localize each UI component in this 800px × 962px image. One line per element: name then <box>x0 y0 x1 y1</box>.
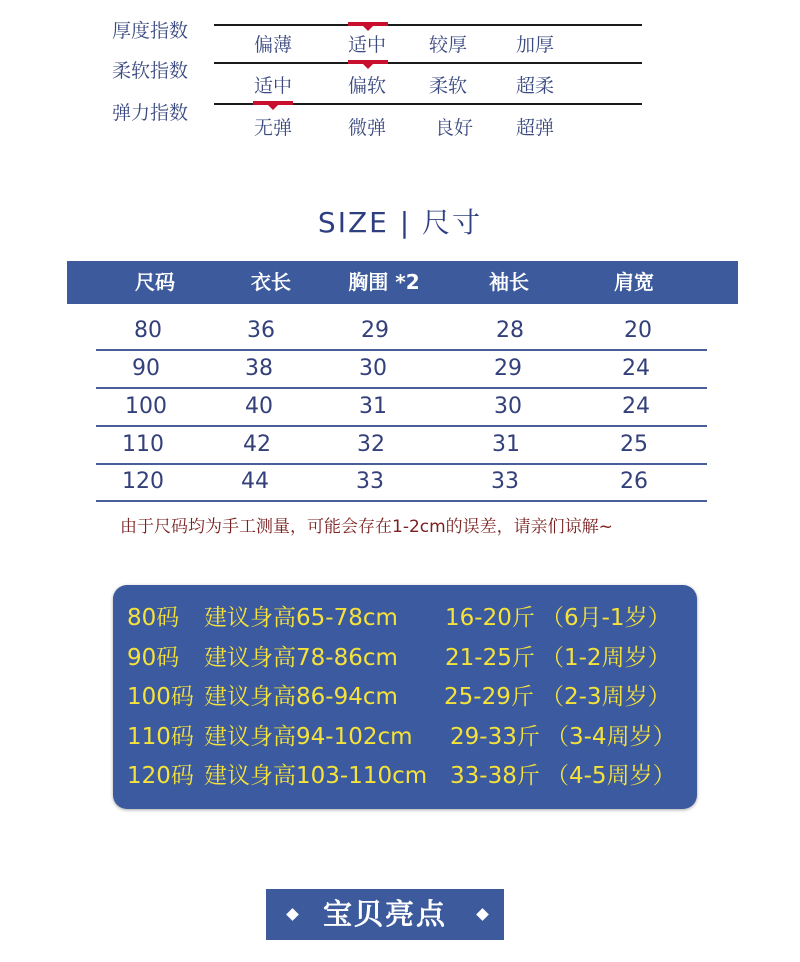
header-sleeve: 袖长 <box>489 270 529 294</box>
cell-length: 40 <box>245 394 273 419</box>
recommendation-row <box>113 679 697 715</box>
elasticity-option-selected: 无弹 <box>254 117 293 139</box>
cell-length: 42 <box>243 432 271 457</box>
thickness-option: 加厚 <box>516 34 555 56</box>
cell-chest: 29 <box>361 318 389 343</box>
header-size: 尺码 <box>135 270 175 294</box>
cell-length: 44 <box>241 469 269 494</box>
cell-sleeve: 31 <box>492 432 520 457</box>
rec-height: 建议身高86-94cm <box>204 684 398 710</box>
softness-option-selected: 偏软 <box>348 75 387 97</box>
highlights-banner <box>266 889 504 940</box>
rec-weight: 29-33斤 <box>450 724 540 750</box>
cell-shoulder: 24 <box>622 394 650 419</box>
cell-sleeve: 30 <box>494 394 522 419</box>
rec-height: 建议身高94-102cm <box>204 724 413 750</box>
cell-chest: 33 <box>356 469 384 494</box>
elasticity-index-label: 弹力指数 <box>112 102 189 124</box>
thickness-option: 较厚 <box>429 34 468 56</box>
cell-shoulder: 26 <box>620 469 648 494</box>
cell-sleeve: 29 <box>494 356 522 381</box>
softness-option: 柔软 <box>429 75 468 97</box>
cell-chest: 30 <box>359 356 387 381</box>
size-table-header <box>67 261 738 304</box>
softness-index-label: 柔软指数 <box>112 60 189 82</box>
header-length: 衣长 <box>251 270 291 294</box>
elasticity-option: 良好 <box>435 117 474 139</box>
rec-height: 建议身高78-86cm <box>204 645 398 671</box>
rec-age: （2-3周岁） <box>541 684 671 710</box>
cell-size: 120 <box>122 469 164 494</box>
softness-selected-marker <box>348 60 388 64</box>
rec-weight: 16-20斤 <box>445 605 535 631</box>
row-divider <box>96 500 707 502</box>
elasticity-option: 超弹 <box>516 117 555 139</box>
cell-length: 36 <box>247 318 275 343</box>
elasticity-selected-marker <box>253 101 293 105</box>
recommendation-row <box>113 719 697 755</box>
thickness-selected-marker <box>348 22 388 26</box>
rec-size: 110码 <box>127 724 194 750</box>
cell-size: 80 <box>134 318 162 343</box>
cell-shoulder: 24 <box>622 356 650 381</box>
table-row <box>96 427 707 465</box>
thickness-option: 偏薄 <box>254 34 293 56</box>
table-row <box>96 389 707 427</box>
table-row <box>96 464 707 502</box>
rec-height: 建议身高65-78cm <box>204 605 398 631</box>
rec-age: （6月-1岁） <box>541 605 671 631</box>
rec-height: 建议身高103-110cm <box>204 763 428 789</box>
cell-sleeve: 28 <box>496 318 524 343</box>
rec-weight: 33-38斤 <box>450 763 540 789</box>
measurement-note: 由于尺码均为手工测量，可能会存在1-2cm的误差，请亲们谅解~ <box>120 517 613 537</box>
recommendation-row <box>113 600 697 636</box>
elasticity-option: 微弹 <box>348 117 387 139</box>
rec-size: 90码 <box>127 645 180 671</box>
cell-chest: 31 <box>359 394 387 419</box>
table-row <box>96 313 707 351</box>
rec-size: 80码 <box>127 605 180 631</box>
softness-option: 适中 <box>254 75 293 97</box>
cell-sleeve: 33 <box>491 469 519 494</box>
highlights-title: 宝贝亮点 <box>322 897 447 931</box>
recommendation-row <box>113 640 697 676</box>
cell-shoulder: 20 <box>624 318 652 343</box>
thickness-index-label: 厚度指数 <box>112 20 189 42</box>
cell-size: 110 <box>122 432 164 457</box>
cell-length: 38 <box>245 356 273 381</box>
thickness-index-scale-line <box>214 24 642 26</box>
rec-weight: 25-29斤 <box>444 684 534 710</box>
size-recommendation-box <box>113 585 697 809</box>
cell-size: 100 <box>125 394 167 419</box>
cell-chest: 32 <box>357 432 385 457</box>
cell-shoulder: 25 <box>620 432 648 457</box>
softness-option: 超柔 <box>516 75 555 97</box>
rec-age: （1-2周岁） <box>541 645 671 671</box>
cell-size: 90 <box>132 356 160 381</box>
rec-size: 100码 <box>127 684 194 710</box>
header-shoulder: 肩宽 <box>614 270 654 294</box>
softness-index-scale-line <box>214 62 642 64</box>
size-section-title: SIZE | 尺寸 <box>317 206 483 239</box>
rec-age: （4-5周岁） <box>546 763 676 789</box>
header-chest: 胸围 *2 <box>348 270 420 294</box>
recommendation-row <box>113 758 697 794</box>
rec-age: （3-4周岁） <box>546 724 676 750</box>
table-row <box>96 351 707 389</box>
rec-size: 120码 <box>127 763 194 789</box>
rec-weight: 21-25斤 <box>445 645 535 671</box>
thickness-option-selected: 适中 <box>348 34 387 56</box>
